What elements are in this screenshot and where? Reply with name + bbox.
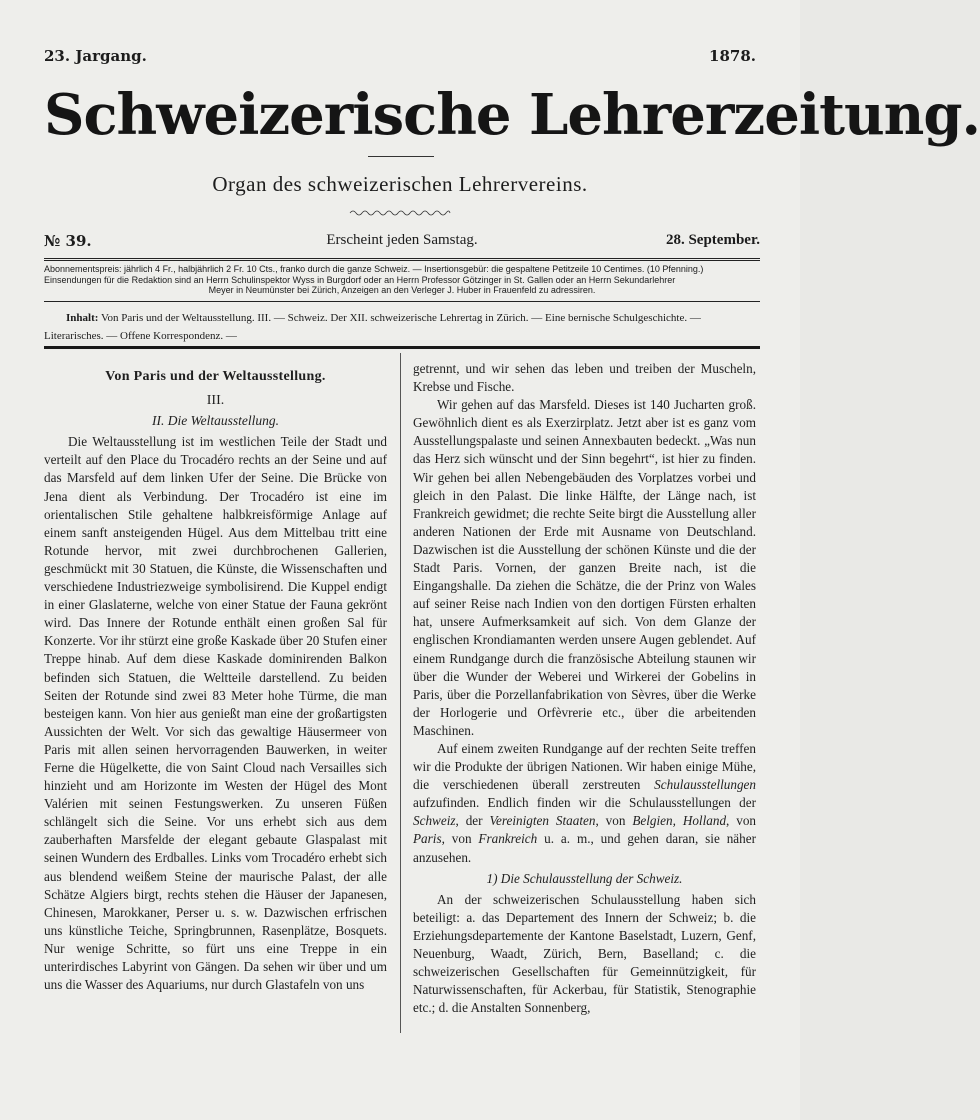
volume-label: 23. Jargang. — [44, 47, 147, 65]
header-rule-top-2 — [44, 260, 760, 261]
contents-text: Von Paris und der Weltausstellung. III. — Schweiz. Der XII. schweizerische Lehrertag in Zürich. — Eine bernische Schulgeschichte. — Literarisches. — Offene Korrespondenz. — — [44, 312, 701, 342]
subscription-notice — [44, 264, 760, 296]
notice-line-2: Einsendungen für die Redaktion sind an Herrn Schulinspektor Wyss in Burgdorf oder an Herrn Professor Götzinger in St. Gallen oder an Herrn Sekundarlehrer — [44, 274, 676, 285]
right-column — [413, 360, 756, 1017]
publication-frequency: Erscheint jeden Samstag. — [326, 232, 478, 248]
article-paragraph: An der schweizerischen Schulausstellung haben sich beteiligt: a. das Departement des Innern der Schweiz; b. die Erziehungsdepartemente der Kantone Baselstadt, Luzern, Genf, Neuenburg, Waadt, Zürich, Bern, Baselland; c. die schweizerischen Gesellschaften für Gemeinnützigkeit, für Naturwissenschaften, für Ackerbau, für Statistik, Stenographie etc.; d. die Anstalten Sonnenberg, — [413, 891, 756, 1016]
article-paragraph: Auf einem zweiten Rundgange auf der rechten Seite treffen wir die Produkte der übrigen Nationen. Wir haben einige Mühe, die verschiedenen überall zerstreuten Schulausstellungen aufzufinden. Endlich finden wir die Schulausstellungen der Schweiz, der Vereinigten Staaten, von Belgien, Holland, von Paris, von Frankreich u. a. m., und gehen daran, sie näher anzusehen. — [413, 740, 757, 865]
year-label: 1878. — [709, 47, 756, 65]
column-divider — [400, 353, 401, 1033]
contents-rule — [44, 346, 760, 349]
article-paragraph: Die Weltausstellung ist im westlichen Teile der Stadt und verteilt auf den Place du Trocadéro rechts an der Seine und auf das Marsfeld auf dem linken Ufer der Seine. Die Brücke von Jena dient als Verbindung. Der Trocadéro ist eine im orientalischen Stile gehaltene halbkreisförmige Anlage auf einem sanft ansteigenden Hügel. Aus dem Mittelbau tritt eine Rotunde hervor, mit zwei durchbrochenen Gallerien, geschmückt mit 30 Statuen, die Künste, die Wissenschaften und verschiedene Industriezweige symbolisirend. Die Kuppel endigt in einer Glaslaterne, welche von einer Statue der Fauna gekrönt wird. Das Innere der Rotunde enthält einen großen Sal für Konzerte. Vor ihr stürzt eine große Kaskade über 20 Stufen einer Treppe hinab. Auf dem diese Kaskade dominirenden Balkon befinden sich Statuen, die Weltteile darstellend. Zu beiden Seiten der Rotunde sind zwei 83 Meter hohe Türme, die man besteigen kann. Von hier aus genießt man eine der großartigsten Aussichten der Welt. Vor sich das gewaltige Häusermeer von Paris mit allen seinen hervorragenden Bauwerken, in weiter Ferne die Hügelkette, die von Saint Cloud nach Versailles sich hinzieht und am Horizonte im Westen der Hügel des Mont Valérien mit seinen Festungswerken. Zu unseren Füßen schlängelt sich die Seine. Vor uns erhebt sich aus dem zauberhaften Marsfelde der elegant gebaute Glaspalast mit seinen Wundern des Erdballes. Links vom Trocadéro erhebt sich aus blendend weißem Steine der maurische Palast, der alle Schätze Algiers birgt, rechts stehen die Häuser der Japanesen, Chinesen, Marokkaner, Perser u. s. w. Dazwischen erfrischen uns künstliche Teiche, Springbrunnen, Rasenplätze, Bosquets. Nur wenige Schritte, so fürt uns eine Treppe in ein unterirdisches Labyrint von Gängen. Da sehen wir über und um uns die Wasser des Aquariums, nur durch Glastafeln von uns — [44, 434, 387, 993]
article-part: III. — [206, 393, 225, 409]
left-column — [44, 360, 387, 994]
notice-line-3: Meyer in Neumünster bei Zürich, Anzeigen an den Verleger J. Huber in Frauenfeld zu adressiren. — [208, 285, 596, 295]
ornament-wave — [350, 209, 450, 217]
article-paragraph: getrennt, und wir sehen das leben und treiben der Muscheln, Krebse und Fische. — [413, 361, 756, 395]
header-rule-top — [44, 258, 760, 259]
article-section-heading: II. Die Weltausstellung. — [152, 413, 279, 429]
masthead-subtitle: Organ des schweizerischen Lehrervereins. — [212, 172, 588, 196]
notice-line-1: Abonnementspreis: jährlich 4 Fr., halbjährlich 2 Fr. 10 Cts., franko durch die ganze Schweiz. — Insertionsgebür: die gespaltene Petitzeile 10 Centimes. (10 Pfenning.) — [44, 264, 704, 274]
issue-date: 28. September. — [665, 232, 760, 248]
issue-info-row — [44, 232, 760, 254]
article-paragraph: Wir gehen auf das Marsfeld. Dieses ist 140 Jucharten groß. Gewöhnlich dient es als Exerzirplatz. Jetzt aber ist es ganz vom Ausstellungspalaste und seinen Annexbauten bedeckt. „Was nun das Herz sich wünscht und der Sinn begehrt“, ist hier zu finden. Wir gehen bei allen Nebengebäuden des Vorplatzes vorbei und gleich in den Palast. Die linke Hälfte, der Länge nach, ist Frankreich gewidmet; die rechte Seite birgt die Ausstellung aller anderen Nationen der Erde mit Ausname von Deutschland. Dazwischen ist die Ausstellung der schönen Künste und die der Stadt Paris. Vornen, der ganzen Breite nach, ist die Eingangshalle. Da ziehen die Schätze, die der Prinz von Wales auf seiner Reise nach Indien von den dortigen Fürsten erhalten hat, unsere Aufmerksamkeit auf sich. Von dem Glanze der englischen Krondiamanten werden unsere Augen geblendet. Auf einem Rundgange durch die französische Abteilung staunen wir über die Wunder der Weberei und Wirkerei der Gobelins in Paris, über die Porzellanfabrikation von Sèvres, über die Werke der Horlogerie und Orfèvrerie etc., über die arbeitenden Maschinen. — [413, 397, 756, 738]
contents-label: Inhalt: — [66, 312, 99, 324]
article-title: Von Paris und der Weltausstellung. — [105, 369, 326, 384]
masthead-rule — [368, 156, 434, 157]
issue-number: № 39. — [44, 232, 92, 250]
notice-rule — [44, 301, 760, 302]
masthead-title: Schweizerische Lehrerzeitung. — [44, 82, 980, 148]
table-of-contents — [44, 309, 760, 345]
subsection-heading: 1) Die Schulausstellung der Schweiz. — [486, 870, 683, 886]
